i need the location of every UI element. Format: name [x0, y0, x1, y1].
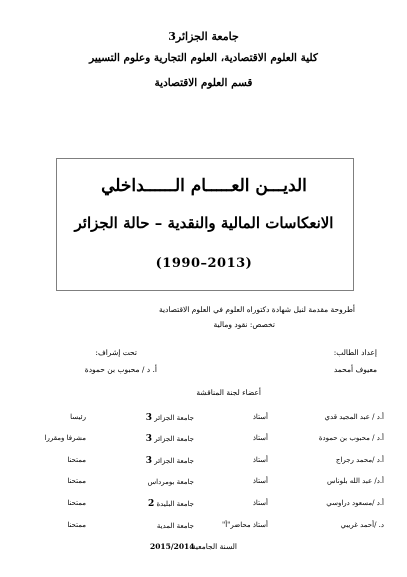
committee-member-rank: أستاذ محاضر"أ"	[222, 521, 268, 529]
committee-member-university	[146, 413, 194, 423]
committee-row	[24, 499, 384, 513]
specialty: تخصص: نقود ومالية	[213, 320, 275, 329]
supervisor-name: أ. د / محبوب بن حمودة	[84, 365, 157, 374]
committee-member-rank: أستاذ	[252, 477, 268, 485]
university-number: 3	[145, 413, 152, 423]
committee-member-name: أ.د / عبد المجيد قدي	[324, 413, 384, 421]
committee-member-rank: أستاذ	[252, 499, 268, 507]
committee-member-name: د. /أحمد غريبي	[340, 521, 384, 529]
committee-member-role: ممتحنا	[67, 477, 86, 485]
committee-member-role: رئيسا	[70, 413, 86, 421]
university-label: جامعة المدية	[156, 522, 194, 530]
committee-member-role: ممتحنا	[67, 521, 86, 529]
committee-member-university	[148, 499, 194, 509]
committee-member-university	[146, 434, 194, 444]
university-label: جامعة الجزائر	[154, 414, 194, 422]
committee-member-rank: أستاذ	[252, 456, 268, 464]
university-label: جامعة البليدة	[156, 500, 194, 508]
committee-member-rank: أستاذ	[252, 434, 268, 442]
committee-title: أعضاء لجنة المناقشة	[196, 388, 261, 397]
university-name: جامعة الجزائر3	[168, 30, 239, 43]
committee-row	[24, 456, 384, 470]
university-label: جامعة الجزائر	[154, 457, 194, 465]
committee-member-university	[157, 521, 194, 531]
faculty-name: كلية العلوم الاقتصادية، العلوم التجارية وعلوم التسيير	[89, 52, 318, 64]
committee-row	[24, 413, 384, 427]
committee-member-university	[148, 477, 194, 487]
university-number: 3	[145, 434, 152, 444]
committee-member-role: ممتحنا	[67, 456, 86, 464]
academic-year-value: 2015/2014	[150, 542, 195, 551]
committee-member-name: أ.د / محبوب بن حمودة	[318, 434, 384, 442]
thesis-description: أطروحة مقدمة لنيل شهادة دكتوراه العلوم في العلوم الاقتصادية	[158, 305, 355, 314]
committee-row	[24, 477, 384, 491]
committee-row	[24, 434, 384, 448]
committee-member-role: ممتحنا	[67, 499, 86, 507]
university-label: جامعة الجزائر	[154, 435, 194, 443]
student-label: إعداد الطالب:	[333, 348, 377, 357]
committee-member-role: مشرفا ومقررا	[44, 434, 86, 442]
thesis-title-years: (1990–2013)	[155, 256, 253, 271]
committee-member-name: أ.د/ عبد الله بلوناس	[327, 477, 384, 485]
committee-member-university	[146, 456, 194, 466]
committee-member-name: أ.د /محمد رجراج	[335, 456, 384, 464]
student-name: معيوف أمحمد	[333, 365, 377, 374]
committee-member-name: أ.د /مسعود دراوسي	[326, 499, 384, 507]
university-number: 3	[145, 456, 152, 466]
committee-member-rank: أستاذ	[252, 413, 268, 421]
department-name: قسم العلوم الاقتصادية	[154, 77, 253, 89]
university-label: جامعة بومرداس	[147, 478, 194, 486]
committee-row	[24, 521, 384, 535]
academic-year-label: السنة الجامعية:	[189, 542, 237, 551]
thesis-title-line2: الانعكاسات المالية والنقدية – حالة الجزائر	[74, 214, 334, 232]
thesis-title-line1: الديـــن العـــــام الــــــداخلي	[101, 176, 307, 196]
university-number: 2	[147, 499, 155, 509]
supervisor-label: تحت إشراف:	[95, 348, 137, 357]
